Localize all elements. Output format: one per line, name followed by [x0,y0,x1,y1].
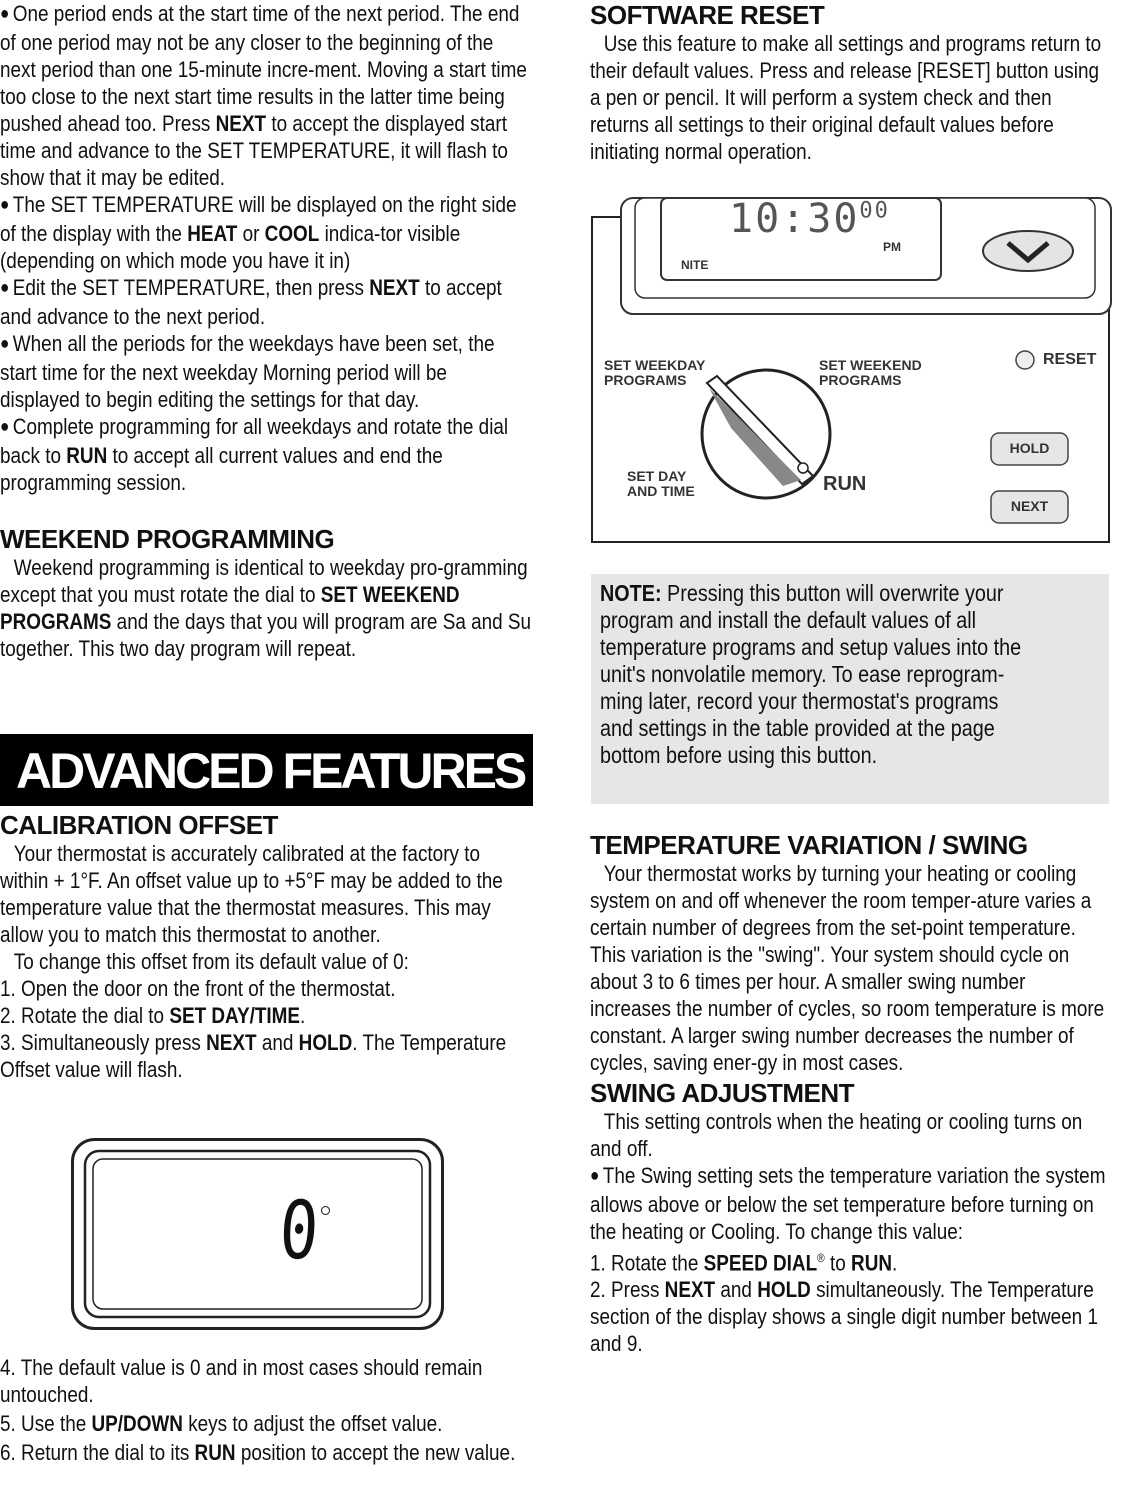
swing-adjustment-heading: SWING ADJUSTMENT [590,1078,855,1108]
weekend-paragraph: Weekend programming is identical to weekday pro-gramming except that you must rotate the dial to SET WEEKEND PROGRAMS and the days that you will program are Sa and Su together. This two day program will repeat. [0,555,532,661]
temperature-variation-heading: TEMPERATURE VARIATION / SWING [590,830,1028,860]
period-paragraph: ● One period ends at the start time of the next period. The end of one period may not be any closer to the beginning of the next period than one 15-minute incre-ment. Moving a start time too close to the next start time results in the latter time being pushed ahead too. Press NEXT to accept the displayed start time and advance to the SET TEMPERATURE, it will flash to show that it may be edited. [0,0,532,191]
swing-paragraph: Your thermostat works by turning your heating or cooling system on and off whenever the room temper-ature varies a certain number of degrees from the set-point temperature. This variation is the "swing". Your system should cycle on about 3 to 6 times per hour. A smaller swing number increases the number of cycles, so room temperature is more constant. A larger swing number decreases the number of cycles, saving ener-gy in most cases. [590,861,1105,1075]
hold-button[interactable]: HOLD [1009,440,1050,456]
offset-lcd-display [71,1138,444,1330]
lcd-digit: 0 [277,1184,321,1277]
reset-label[interactable]: RESET [1043,351,1097,368]
time-readout: $10:30^{00}$ [729,196,890,242]
set-day-time-label: SET DAY AND TIME [627,468,695,499]
step-1: 1. Open the door on the front of the thermostat. [0,976,396,1001]
swing-section [590,830,1112,1357]
edit-temp-bullet: ● Edit the SET TEMPERATURE, then press NEXT to accept and advance to the next period. [0,274,532,330]
step-2: 2. Rotate the dial to SET DAY/TIME. [0,1003,306,1028]
advanced-features-banner: ADVANCED FEATURES [0,734,533,806]
swing-step-1: 1. Rotate the SPEED DIAL® to RUN. [590,1250,898,1276]
swing-step-2: 2. Press NEXT and HOLD simultaneously. The Temperature section of the display shows a single digit number between 1 and 9. [590,1277,1098,1357]
note-box [591,574,1109,804]
pm-indicator: PM [883,240,901,254]
note-text: NOTE: Pressing this button will overwrite your program and install the default values of all temperature programs and setup values into the unit's nonvolatile memory. To ease reprogram-ming later, record your thermostat's programs and settings in the table provided at the page bottom before using this button. [600,580,1022,768]
weekday-periods-bullet: ● When all the periods for the weekdays have been set, the start time for the next weekday Morning period will be displayed to begin editing the settings for that day. [0,330,532,413]
calibration-offset-heading: CALIBRATION OFFSET [0,810,278,840]
next-button[interactable]: NEXT [1010,498,1049,514]
software-reset-paragraph: Use this feature to make all settings and programs return to their default values. Press and release [RESET] button using a pen or pencil. It will perform a system check and then returns all settings to their original default values before initiating normal operation. [590,31,1102,164]
calibration-paragraph: Your thermostat is accurately calibrated at the factory to within + 1°F. An offset value up to +5°F may be added to the temperature value that the thermostat measures. This may allow you to match this thermostat to another. [0,841,503,947]
software-reset-section [590,0,1112,165]
swing-adjust-paragraph: This setting controls when the heating or cooling turns on and off. [590,1109,1083,1161]
step-4: 4. The default value is 0 and in most cases should remain untouched. [0,1355,483,1407]
calibration-change-paragraph: To change this offset from its default value of 0: [13,949,409,974]
set-temp-bullet: ● The SET TEMPERATURE will be displayed on the right side of the display with the HEAT or COOL indica-tor visible (depending on which mode you have it in) [0,191,532,274]
thermostat-illustration [591,196,1110,543]
step-3: 3. Simultaneously press NEXT and HOLD. The Temperature Offset value will flash. [0,1030,507,1082]
software-reset-heading: SOFTWARE RESET [590,0,825,30]
set-weekend-programs-label: SET WEEKEND PROGRAMS [819,357,922,388]
remaining-steps [0,1354,533,1466]
run-label: RUN [823,473,867,495]
calibration-section [0,810,533,1083]
set-weekday-programs-label: SET WEEKDAY PROGRAMS [604,357,706,388]
nite-indicator: NITE [681,258,709,272]
weekend-programming-heading: WEEKEND PROGRAMMING [0,524,335,554]
degree-symbol [321,1206,330,1215]
complete-programming-bullet: ● Complete programming for all weekdays and rotate the dial back to RUN to accept all current values and end the programming session. [0,413,532,496]
swing-setting-bullet: ● The Swing setting sets the temperature variation the system allows above or below the set temperature before turning on the heating or Cooling. To change this value: [590,1162,1111,1245]
step-5: 5. Use the UP/DOWN keys to adjust the offset value. [0,1411,443,1436]
step-6: 6. Return the dial to its RUN position to accept the new value. [0,1440,516,1465]
